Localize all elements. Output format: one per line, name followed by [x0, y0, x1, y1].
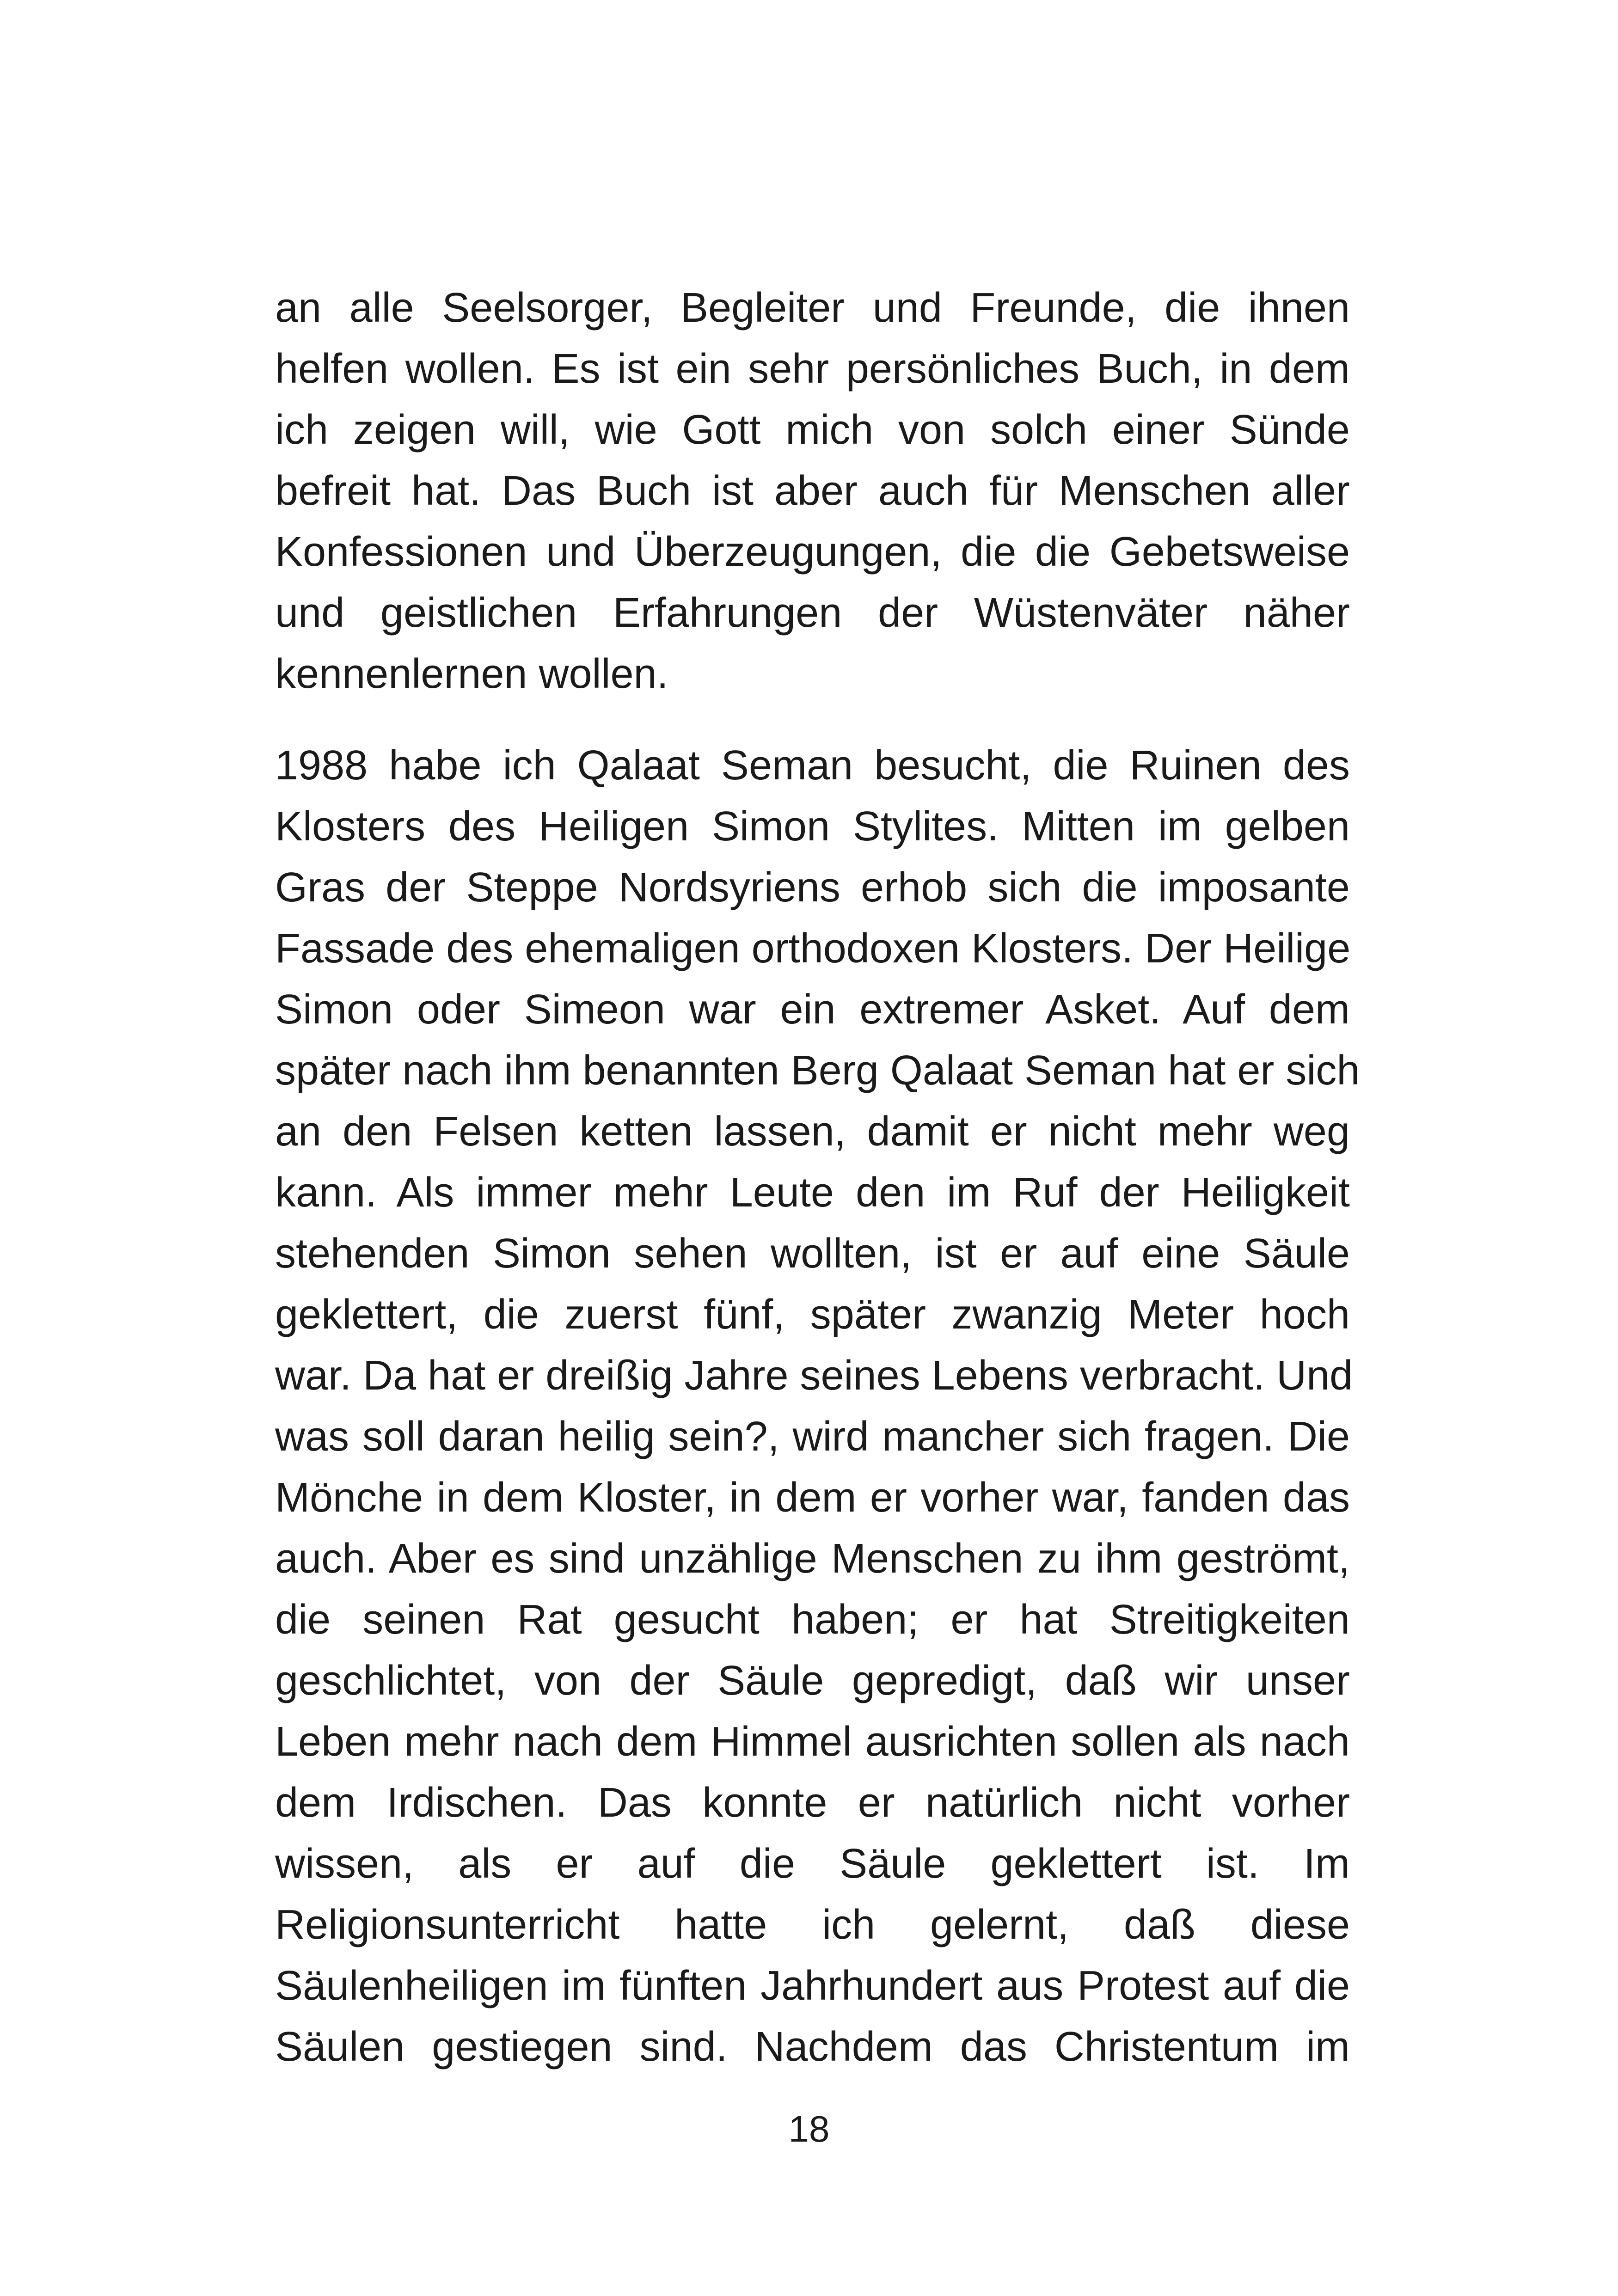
paragraph-line: helfen wollen. Es ist ein sehr persönliches Buch, in dem — [275, 346, 1350, 392]
paragraph-line: geschlichtet, von der Säule gepredigt, daß wir unser — [275, 1658, 1350, 1704]
paragraph-line: und geistlichen Erfahrungen der Wüstenväter näher — [275, 590, 1350, 636]
paragraph-line: Leben mehr nach dem Himmel ausrichten sollen als nach — [275, 1719, 1350, 1765]
paragraph-line: Konfessionen und Überzeugungen, die die Gebetsweise — [275, 529, 1350, 575]
paragraph-line: stehenden Simon sehen wollten, ist er auf eine Säule — [275, 1231, 1350, 1277]
paragraph-line: Simon oder Simeon war ein extremer Asket. Auf dem — [275, 986, 1350, 1033]
paragraph-line: später nach ihm benannten Berg Qalaat Seman hat er sich — [275, 1047, 1360, 1094]
paragraph-line: kennenlernen wollen. — [275, 651, 668, 697]
paragraph-line: Klosters des Heiligen Simon Stylites. Mitten im gelben — [275, 803, 1350, 850]
paragraph-1 — [275, 277, 1350, 704]
paragraph-line: kann. Als immer mehr Leute den im Ruf der Heiligkeit — [275, 1169, 1350, 1216]
paragraph-line: an den Felsen ketten lassen, damit er nicht mehr weg — [275, 1108, 1350, 1155]
paragraph-line: die seinen Rat gesucht haben; er hat Streitigkeiten — [275, 1597, 1350, 1643]
paragraph-line: Mönche in dem Kloster, in dem er vorher war, fanden das — [275, 1475, 1350, 1521]
paragraph-line: dem Irdischen. Das konnte er natürlich nicht vorher — [275, 1780, 1350, 1826]
paragraph-2 — [275, 735, 1360, 2077]
paragraph-line: Fassade des ehemaligen orthodoxen Klosters. Der Heilige — [275, 925, 1351, 972]
paragraph-line: Religionsunterricht hatte ich gelernt, daß diese — [275, 1902, 1350, 1948]
paragraph-line: war. Da hat er dreißig Jahre seines Lebens verbracht. Und — [275, 1353, 1353, 1399]
paragraph-line: was soll daran heilig sein?, wird mancher sich fragen. Die — [275, 1414, 1350, 1460]
page-number: 18 — [788, 2108, 830, 2149]
paragraph-line: geklettert, die zuerst fünf, später zwanzig Meter hoch — [275, 1292, 1350, 1338]
paragraph-line: Säulenheiligen im fünften Jahrhundert aus Protest auf die — [275, 1963, 1350, 2009]
paragraph-line: Gras der Steppe Nordsyriens erhob sich die imposante — [275, 864, 1350, 911]
paragraph-line: Säulen gestiegen sind. Nachdem das Christentum im — [275, 2024, 1350, 2070]
paragraph-line: 1988 habe ich Qalaat Seman besucht, die Ruinen des — [275, 742, 1350, 789]
paragraph-line: wissen, als er auf die Säule geklettert ist. Im — [275, 1841, 1350, 1887]
paragraph-line: an alle Seelsorger, Begleiter und Freunde, die ihnen — [275, 285, 1350, 331]
paragraph-line: befreit hat. Das Buch ist aber auch für Menschen aller — [275, 468, 1350, 514]
paragraph-line: auch. Aber es sind unzählige Menschen zu ihm geströmt, — [275, 1536, 1350, 1582]
paragraph-line: ich zeigen will, wie Gott mich von solch einer Sünde — [275, 407, 1350, 453]
